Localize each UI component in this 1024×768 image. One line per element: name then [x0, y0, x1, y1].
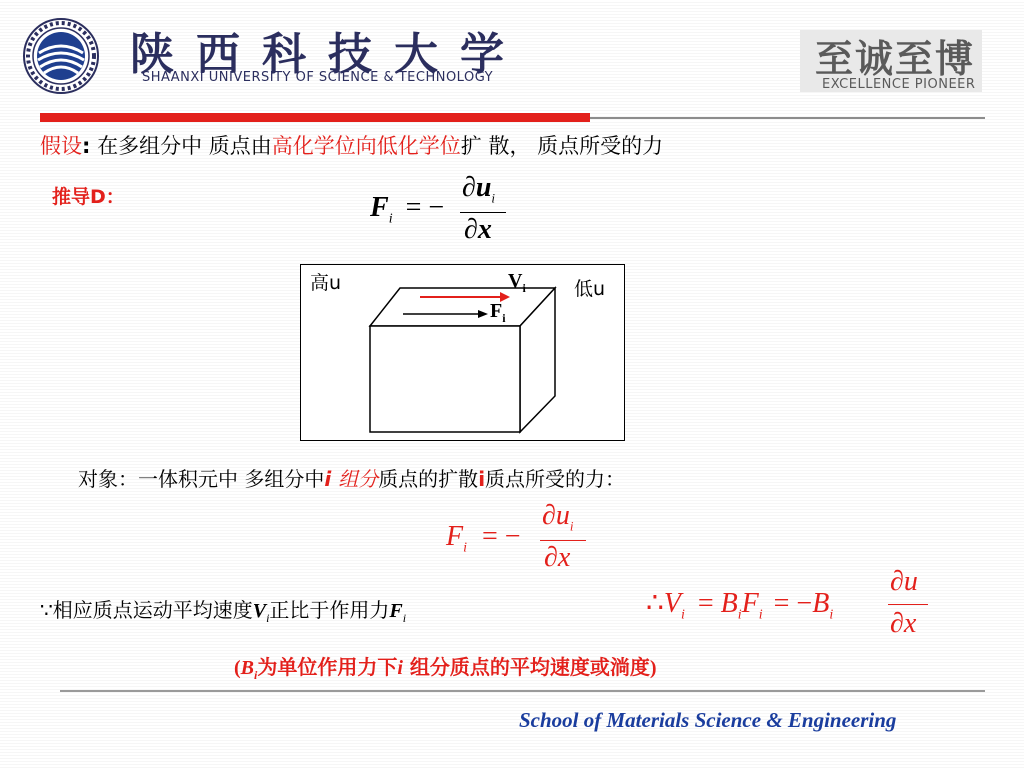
university-name-char: 科	[262, 29, 306, 80]
university-name-char: 技	[328, 29, 372, 80]
eq1-sub: i	[388, 211, 393, 227]
because-text-a: 相应质点运动平均速度	[52, 598, 253, 622]
footer-divider	[60, 690, 985, 692]
eq1-eq: = −	[405, 192, 445, 223]
velocity-label: $V_i$	[508, 270, 526, 295]
eq3-eq1: =	[697, 588, 714, 619]
eq3-therefore: ∴	[646, 588, 664, 619]
b-note-i: i	[397, 657, 403, 679]
eq3-numerator: ∂u	[890, 566, 918, 597]
object-i-italic: i	[324, 467, 339, 491]
eq3-eq2: = −	[773, 588, 813, 619]
force-label: $F_i$	[490, 300, 506, 325]
object-component-italic: 组分	[338, 467, 379, 491]
because-symbol: ∵	[40, 598, 53, 622]
object-text-c: 质点所受的力：	[485, 467, 626, 491]
b-note-text-a: 为单位作用力下	[257, 655, 398, 679]
equation-2	[446, 521, 521, 557]
hypothesis-text-red: 高化学位向低化学位	[271, 134, 461, 158]
eq1-numerator: $\partial u_i$	[462, 172, 496, 206]
eq2-eq: = −	[482, 521, 521, 552]
hypothesis-text-a: 在多组分中 质点由	[90, 134, 272, 158]
eq1-fraction-bar	[460, 212, 506, 213]
eq1-fraction	[458, 172, 510, 252]
header-divider	[590, 117, 985, 119]
header-red-bar	[40, 113, 590, 122]
eq3-denominator: ∂x	[890, 608, 917, 639]
derivation-label: 推导D：	[52, 186, 125, 208]
object-i-red: i	[478, 467, 486, 491]
university-seal-logo	[22, 17, 100, 95]
object-text-a: 对象：一体积元中 多组分中	[78, 467, 325, 491]
hypothesis-label: 假设	[40, 134, 82, 158]
motto-en: EXCELLENCE PIONEER	[822, 77, 976, 92]
hypothesis-line	[40, 130, 663, 160]
eq2-denominator: ∂x	[544, 542, 571, 573]
eq2-sub: i	[463, 540, 467, 556]
eq3-b2-sub: i	[829, 607, 834, 623]
object-line	[78, 463, 625, 492]
because-text-b: 正比于作用力	[269, 598, 390, 622]
equation-3	[646, 586, 833, 624]
hypothesis-text-b: 扩 散， 质点所受的力	[460, 134, 664, 158]
b-note-text-b: 组分质点的平均速度或淌度	[402, 655, 650, 679]
eq2-fraction-bar	[540, 540, 586, 541]
eq3-b-sub: i	[737, 607, 742, 623]
eq3-b2: B	[812, 588, 830, 619]
because-f: F	[389, 600, 403, 622]
b-note-b-sub: i	[254, 668, 258, 682]
eq3-v-sub: i	[680, 607, 685, 623]
eq1-lhs: F	[370, 192, 389, 223]
eq3-f-sub: i	[758, 607, 763, 623]
high-u-label: 高u	[310, 272, 342, 294]
b-note-close: )	[649, 657, 657, 679]
eq2-lhs: F	[446, 521, 464, 552]
hypothesis-colon: :	[82, 134, 91, 158]
eq2-numerator: $\partial u_i$	[542, 500, 574, 534]
because-v-sub: i	[266, 611, 270, 625]
slide-header	[0, 0, 1024, 112]
university-name-char: 学	[460, 29, 504, 80]
because-v: V	[252, 600, 267, 622]
motto-cn: 至诚至博	[815, 36, 976, 81]
university-name-en: SHAANXI UNIVERSITY OF SCIENCE & TECHNOLOGY	[142, 70, 494, 85]
b-note-b: B	[240, 657, 255, 679]
eq1-denominator: ∂x	[464, 214, 492, 245]
eq3-fraction	[886, 566, 934, 646]
university-name-char: 西	[196, 29, 240, 80]
school-footer: School of Materials Science & Engineering	[519, 708, 897, 732]
because-line	[40, 594, 406, 626]
eq3-b: B	[720, 588, 738, 619]
object-text-b: 质点的扩散	[378, 467, 479, 491]
b-note-open: (	[234, 657, 241, 679]
eq3-f: F	[741, 588, 759, 619]
equation-1	[370, 192, 444, 228]
because-f-sub: i	[402, 611, 407, 625]
low-u-label: 低u	[574, 278, 606, 300]
b-definition-note	[234, 651, 657, 683]
eq3-fraction-bar	[888, 604, 928, 605]
university-name-char: 大	[394, 29, 438, 80]
eq2-fraction	[538, 500, 590, 580]
eq3-v: V	[663, 588, 681, 619]
university-name-char: 陕	[130, 29, 174, 80]
